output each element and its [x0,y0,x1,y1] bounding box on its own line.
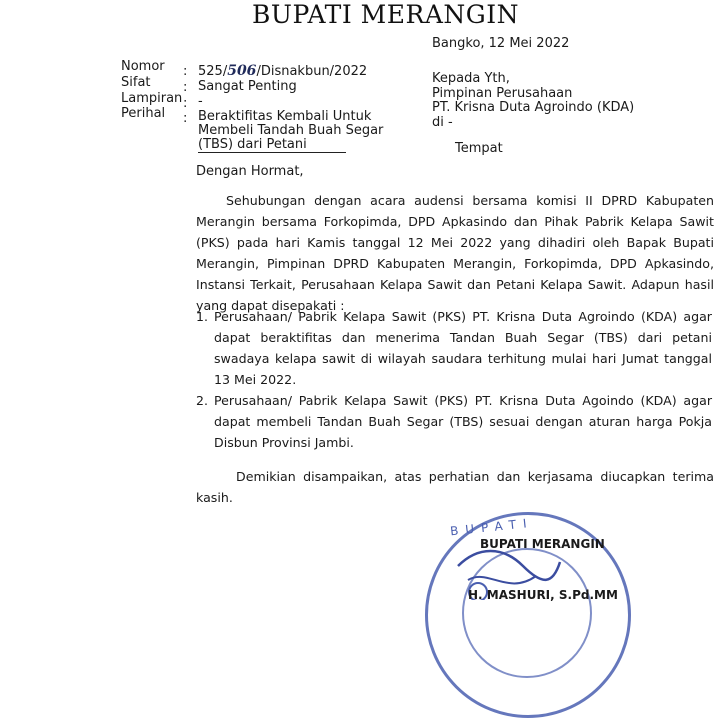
salutation: Dengan Hormat, [196,164,304,179]
recipient-line-1: Kepada Yth, [432,71,510,86]
stamp-text: BUPATI [449,515,535,539]
lampiran-value: - [198,94,203,109]
colon: : [183,64,188,79]
nomor-label: Nomor [121,59,165,74]
perihal-line-1: Beraktifitas Kembali Untuk [198,109,372,124]
perihal-line-2: Membeli Tandah Buah Segar [198,123,384,138]
colon: : [183,111,188,126]
nomor-suffix: /Disnakbun/2022 [256,64,368,79]
recipient-line-2: Pimpinan Perusahaan [432,86,573,101]
nomor-prefix: 525/ [198,64,228,79]
recipient-line-3: PT. Krisna Duta Agroindo (KDA) [432,100,635,115]
perihal-line-3: (TBS) dari Petani [198,137,346,153]
intro-paragraph: Sehubungan dengan acara audensi bersama komisi II DPRD Kabupaten Merangin bersama Forkopimda, DPD Apkasindo dan Pihak Pabrik Kelapa Sawit (PKS) pada hari Kamis tanggal 12 Mei 2022 yang dihadiri oleh Bapak Bupati Merangin, Pimpinan DPRD Kabupaten Merangin, Forkopimda, DPD Apkasindo, Instansi Terkait, Perusahaan Kelapa Sawit dan Petani Kelapa Sawit. Adapun hasil yang dapat disepakati : [196,193,714,313]
place-date: Bangko, 12 Mei 2022 [432,36,570,51]
sifat-value: Sangat Penting [198,79,297,94]
nomor-value [198,63,367,79]
recipient-line-5: Tempat [455,141,503,156]
nomor-handwritten: 506 [227,63,257,79]
letter-title: BUPATI MERANGIN [252,0,519,29]
point-number: 2. [196,393,208,408]
signatory-name: H. MASHURI, S.Pd.MM [468,588,618,602]
signature-title: BUPATI MERANGIN [480,537,605,551]
sifat-label: Sifat [121,75,151,90]
closing-paragraph: Demikian disampaikan, atas perhatian dan kerjasama diucapkan terima kasih. [196,469,714,505]
lampiran-label: Lampiran [121,91,183,106]
perihal-label: Perihal [121,106,166,121]
recipient-line-4: di - [432,115,453,130]
point-number: 1. [196,309,208,324]
colon: : [183,80,188,95]
point-text: Perusahaan/ Pabrik Kelapa Sawit (PKS) PT. Krisna Duta Agroindo (KDA) agar dapat beraktifitas dan menerima Tandan Buah Segar (TBS) dari petani swadaya kelapa sawit di wilayah saudara terhitung mulai hari Jumat tanggal 13 Mei 2022. [214,309,712,387]
colon: : [183,96,188,111]
point-text: Perusahaan/ Pabrik Kelapa Sawit (PKS) PT. Krisna Duta Agoindo (KDA) agar dapat membeli Tandan Buah Segar (TBS) sesuai dengan aturan harga Pokja Disbun Provinsi Jambi. [214,393,712,450]
